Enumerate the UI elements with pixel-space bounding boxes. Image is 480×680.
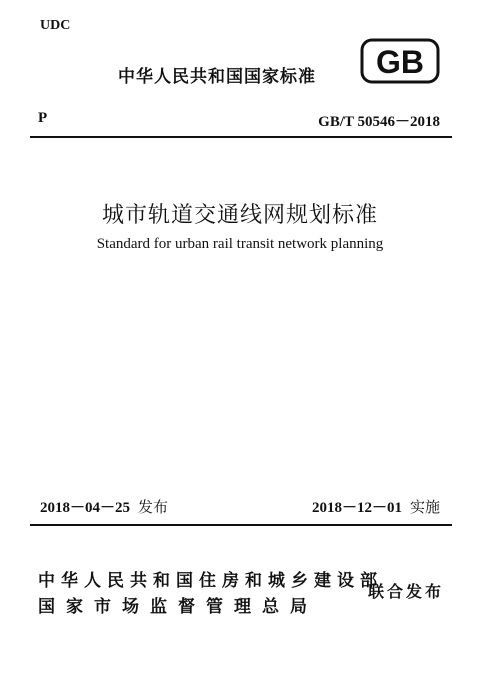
implement-date: 2018－12－01 xyxy=(311,500,402,516)
top-divider xyxy=(30,136,452,138)
implement-label: 实施 xyxy=(409,498,440,516)
implement-date-block xyxy=(312,496,440,517)
title-chinese: 城市轨道交通线网规划标准 xyxy=(101,203,378,228)
standard-number: GB/T 50546－2018 xyxy=(318,114,440,130)
joint-publish-label: 联合发布 xyxy=(368,582,445,601)
bottom-divider xyxy=(30,524,452,526)
udc-label: UDC xyxy=(40,18,71,33)
publisher-line-1: 中华人民共和国住房和城乡建设部 xyxy=(38,571,383,591)
national-standard-heading: 中华人民共和国国家标准 xyxy=(118,67,316,87)
classification-code: P xyxy=(38,110,48,126)
publisher-line-2: 国家市场监督管理总局 xyxy=(38,597,318,617)
issue-date: 2018－04－25 xyxy=(40,500,131,516)
title-english: Standard for urban rail transit network planning xyxy=(96,236,384,252)
gb-logo-text: GB xyxy=(376,44,424,80)
gb-logo xyxy=(360,38,440,84)
issue-date-block xyxy=(40,496,168,517)
issue-label: 发布 xyxy=(138,498,169,516)
